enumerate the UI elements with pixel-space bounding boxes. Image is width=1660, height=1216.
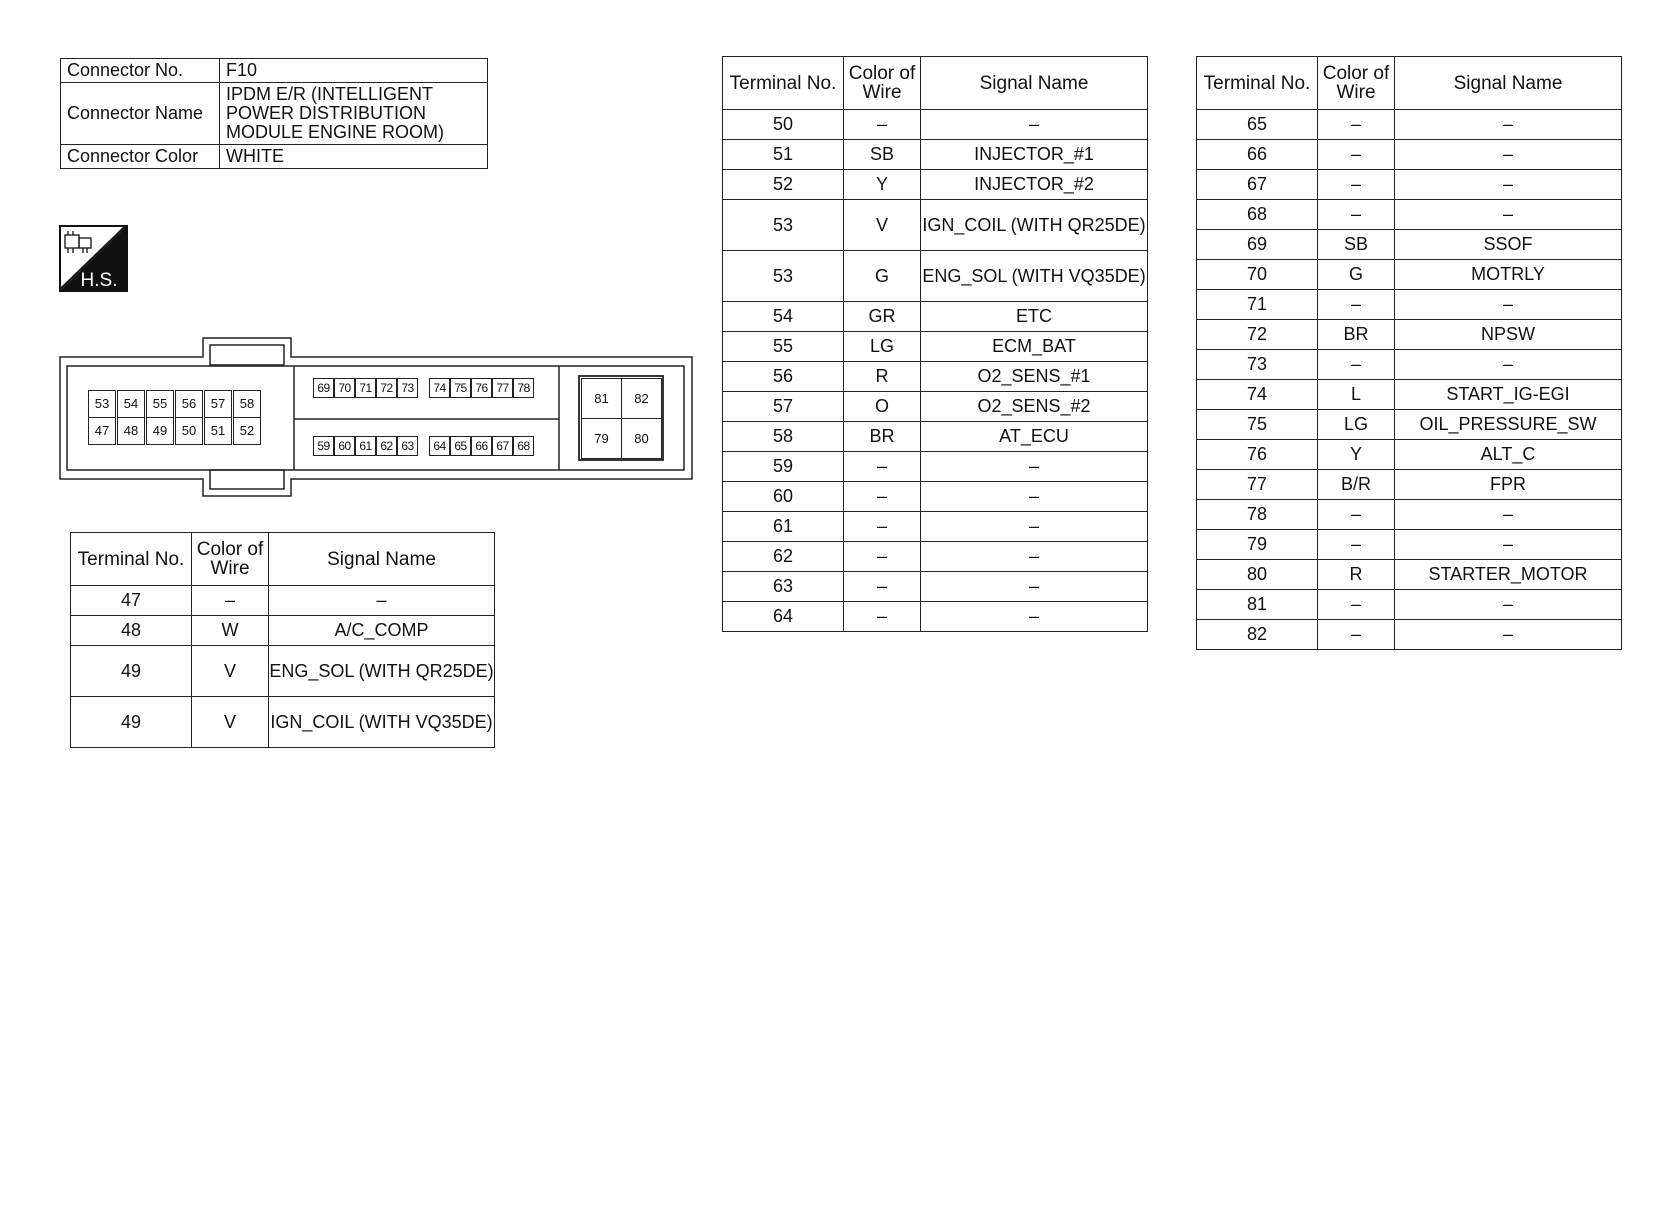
wire-color-cell: – xyxy=(1318,140,1395,170)
table-row xyxy=(1197,230,1622,260)
signal-name-cell: – xyxy=(1395,140,1622,170)
connector-no-label: Connector No. xyxy=(61,59,220,83)
pin-48 xyxy=(117,417,145,445)
pin-label: 52 xyxy=(239,423,255,438)
pin-69 xyxy=(313,378,334,398)
signal-name-cell: O2_SENS_#1 xyxy=(921,362,1148,392)
pin-63 xyxy=(397,436,418,456)
terminal-cell: 54 xyxy=(723,302,844,332)
pin-label: 82 xyxy=(634,391,649,406)
wire-color-cell: V xyxy=(192,646,269,697)
wire-color-cell: B/R xyxy=(1318,470,1395,500)
pin-49 xyxy=(146,417,174,445)
pin-label: 60 xyxy=(338,439,351,453)
pin-label: 80 xyxy=(634,431,649,446)
pin-58 xyxy=(233,390,261,418)
signal-name-cell: SSOF xyxy=(1395,230,1622,260)
terminal-cell: 58 xyxy=(723,422,844,452)
table-row xyxy=(1197,440,1622,470)
terminal-cell: 48 xyxy=(71,616,192,646)
wire-color-cell: – xyxy=(192,586,269,616)
table-row xyxy=(1197,320,1622,350)
table-row xyxy=(1197,290,1622,320)
pin-61 xyxy=(355,436,376,456)
terminal-cell: 72 xyxy=(1197,320,1318,350)
signal-name-cell: – xyxy=(1395,530,1622,560)
terminal-cell: 63 xyxy=(723,572,844,602)
wire-color-cell: – xyxy=(1318,590,1395,620)
pin-label: 47 xyxy=(94,423,110,438)
pin-77 xyxy=(492,378,513,398)
wire-color-cell: – xyxy=(844,542,921,572)
pin-label: 53 xyxy=(94,396,110,411)
wire-color-cell: – xyxy=(844,512,921,542)
wire-color-cell: – xyxy=(1318,170,1395,200)
terminal-table-right xyxy=(1196,56,1622,650)
pin-label: 66 xyxy=(475,439,488,453)
wire-color-cell: – xyxy=(844,482,921,512)
terminal-cell: 71 xyxy=(1197,290,1318,320)
pin-label: 67 xyxy=(496,439,509,453)
connector-color-label: Connector Color xyxy=(61,145,220,169)
table-row xyxy=(1197,350,1622,380)
signal-name-cell: AT_ECU xyxy=(921,422,1148,452)
signal-name-cell: – xyxy=(1395,590,1622,620)
pin-76 xyxy=(471,378,492,398)
hs-label: H.S. xyxy=(80,270,118,291)
wire-color-cell: G xyxy=(1318,260,1395,290)
header-color: Color of Wire xyxy=(844,57,921,110)
pin-79 xyxy=(581,418,622,459)
header-color: Color of Wire xyxy=(1318,57,1395,110)
wire-color-cell: BR xyxy=(844,422,921,452)
table-row xyxy=(71,646,495,697)
terminal-cell: 81 xyxy=(1197,590,1318,620)
table-row xyxy=(1197,500,1622,530)
connector-name-row xyxy=(61,83,488,145)
pin-label: 68 xyxy=(517,439,530,453)
pin-label: 75 xyxy=(454,381,467,395)
wire-color-cell: – xyxy=(844,110,921,140)
pin-67 xyxy=(492,436,513,456)
wire-color-cell: R xyxy=(1318,560,1395,590)
signal-name-cell: INJECTOR_#2 xyxy=(921,170,1148,200)
table-row xyxy=(723,140,1148,170)
terminal-cell: 61 xyxy=(723,512,844,542)
terminal-cell: 64 xyxy=(723,602,844,632)
pin-label: 62 xyxy=(380,439,393,453)
wire-color-cell: L xyxy=(1318,380,1395,410)
signal-name-cell: IGN_COIL (WITH QR25DE) xyxy=(921,200,1148,251)
wire-color-cell: – xyxy=(1318,530,1395,560)
connector-color-row xyxy=(61,145,488,169)
wire-color-cell: G xyxy=(844,251,921,302)
pin-label: 59 xyxy=(317,439,330,453)
table-row xyxy=(71,697,495,748)
table-row xyxy=(1197,470,1622,500)
signal-name-cell: – xyxy=(921,452,1148,482)
pin-66 xyxy=(471,436,492,456)
wire-color-cell: SB xyxy=(844,140,921,170)
connector-no-row xyxy=(61,59,488,83)
terminal-cell: 59 xyxy=(723,452,844,482)
terminal-cell: 77 xyxy=(1197,470,1318,500)
table-row xyxy=(723,392,1148,422)
wire-color-cell: R xyxy=(844,362,921,392)
terminal-cell: 69 xyxy=(1197,230,1318,260)
signal-name-cell: START_IG-EGI xyxy=(1395,380,1622,410)
header-color: Color of Wire xyxy=(192,533,269,586)
pin-53 xyxy=(88,390,116,418)
pin-label: 81 xyxy=(594,391,609,406)
terminal-cell: 52 xyxy=(723,170,844,200)
terminal-cell: 51 xyxy=(723,140,844,170)
table-row xyxy=(1197,200,1622,230)
signal-name-cell: – xyxy=(921,110,1148,140)
table-row xyxy=(1197,620,1622,650)
pin-label: 55 xyxy=(152,396,168,411)
terminal-cell: 60 xyxy=(723,482,844,512)
header-signal: Signal Name xyxy=(1395,57,1622,110)
pin-label: 71 xyxy=(359,381,372,395)
terminal-table-middle xyxy=(722,56,1148,632)
pin-51 xyxy=(204,417,232,445)
table-row xyxy=(723,512,1148,542)
connector-color-value: WHITE xyxy=(220,145,488,169)
wire-color-cell: – xyxy=(1318,110,1395,140)
connector-name-label: Connector Name xyxy=(61,83,220,145)
table-header-row xyxy=(71,533,495,586)
signal-name-cell: ENG_SOL (WITH QR25DE) xyxy=(269,646,495,697)
pin-73 xyxy=(397,378,418,398)
pin-label: 64 xyxy=(433,439,446,453)
table-row xyxy=(1197,410,1622,440)
terminal-cell: 49 xyxy=(71,646,192,697)
terminal-cell: 76 xyxy=(1197,440,1318,470)
signal-name-cell: ENG_SOL (WITH VQ35DE) xyxy=(921,251,1148,302)
header-signal: Signal Name xyxy=(921,57,1148,110)
wire-color-cell: BR xyxy=(1318,320,1395,350)
header-terminal: Terminal No. xyxy=(1197,57,1318,110)
signal-name-cell: STARTER_MOTOR xyxy=(1395,560,1622,590)
wire-color-cell: V xyxy=(192,697,269,748)
header-terminal: Terminal No. xyxy=(723,57,844,110)
terminal-cell: 74 xyxy=(1197,380,1318,410)
signal-name-cell: – xyxy=(921,572,1148,602)
terminal-cell: 65 xyxy=(1197,110,1318,140)
terminal-cell: 78 xyxy=(1197,500,1318,530)
terminal-cell: 67 xyxy=(1197,170,1318,200)
pin-label: 56 xyxy=(181,396,197,411)
table-row xyxy=(1197,530,1622,560)
terminal-cell: 73 xyxy=(1197,350,1318,380)
pin-75 xyxy=(450,378,471,398)
pin-label: 63 xyxy=(401,439,414,453)
pin-81 xyxy=(581,378,622,419)
terminal-cell: 75 xyxy=(1197,410,1318,440)
pin-label: 78 xyxy=(517,381,530,395)
pin-65 xyxy=(450,436,471,456)
pin-label: 73 xyxy=(401,381,414,395)
wire-color-cell: GR xyxy=(844,302,921,332)
table-row xyxy=(723,422,1148,452)
pin-label: 70 xyxy=(338,381,351,395)
table-row xyxy=(1197,380,1622,410)
terminal-cell: 82 xyxy=(1197,620,1318,650)
pin-label: 49 xyxy=(152,423,168,438)
table-row xyxy=(723,200,1148,251)
terminal-cell: 53 xyxy=(723,251,844,302)
terminal-cell: 50 xyxy=(723,110,844,140)
table-row xyxy=(723,482,1148,512)
terminal-cell: 79 xyxy=(1197,530,1318,560)
connector-name-value: IPDM E/R (INTELLIGENT POWER DISTRIBUTION MODULE ENGINE ROOM) xyxy=(220,83,488,145)
wire-color-cell: Y xyxy=(1318,440,1395,470)
table-row xyxy=(71,616,495,646)
table-row xyxy=(1197,110,1622,140)
table-row xyxy=(723,542,1148,572)
wire-color-cell: SB xyxy=(1318,230,1395,260)
signal-name-cell: – xyxy=(921,542,1148,572)
wire-color-cell: – xyxy=(844,452,921,482)
pin-label: 54 xyxy=(123,396,139,411)
table-row xyxy=(1197,590,1622,620)
pin-label: 51 xyxy=(210,423,226,438)
signal-name-cell: INJECTOR_#1 xyxy=(921,140,1148,170)
wire-color-cell: V xyxy=(844,200,921,251)
pin-label: 77 xyxy=(496,381,509,395)
pin-label: 61 xyxy=(359,439,372,453)
wire-color-cell: LG xyxy=(844,332,921,362)
pin-label: 76 xyxy=(475,381,488,395)
pin-47 xyxy=(88,417,116,445)
signal-name-cell: A/C_COMP xyxy=(269,616,495,646)
signal-name-cell: – xyxy=(1395,290,1622,320)
pin-label: 74 xyxy=(433,381,446,395)
terminal-cell: 80 xyxy=(1197,560,1318,590)
signal-name-cell: – xyxy=(1395,110,1622,140)
signal-name-cell: MOTRLY xyxy=(1395,260,1622,290)
table-row xyxy=(723,452,1148,482)
signal-name-cell: – xyxy=(1395,200,1622,230)
terminal-cell: 49 xyxy=(71,697,192,748)
terminal-cell: 56 xyxy=(723,362,844,392)
pin-70 xyxy=(334,378,355,398)
pin-54 xyxy=(117,390,145,418)
wire-color-cell: – xyxy=(1318,620,1395,650)
table-row xyxy=(1197,560,1622,590)
signal-name-cell: – xyxy=(1395,500,1622,530)
signal-name-cell: ALT_C xyxy=(1395,440,1622,470)
table-row xyxy=(723,602,1148,632)
pin-label: 57 xyxy=(210,396,226,411)
terminal-cell: 47 xyxy=(71,586,192,616)
table-row xyxy=(1197,260,1622,290)
pin-label: 72 xyxy=(380,381,393,395)
signal-name-cell: – xyxy=(921,482,1148,512)
pin-55 xyxy=(146,390,174,418)
table-row xyxy=(71,586,495,616)
connector-face xyxy=(59,336,693,498)
wire-color-cell: W xyxy=(192,616,269,646)
signal-name-cell: NPSW xyxy=(1395,320,1622,350)
pin-52 xyxy=(233,417,261,445)
terminal-cell: 57 xyxy=(723,392,844,422)
table-row xyxy=(1197,140,1622,170)
signal-name-cell: – xyxy=(1395,350,1622,380)
table-row xyxy=(723,251,1148,302)
signal-name-cell: – xyxy=(921,602,1148,632)
pin-78 xyxy=(513,378,534,398)
connector-info-table xyxy=(60,58,488,169)
connector-no-value: F10 xyxy=(220,59,488,83)
wire-color-cell: Y xyxy=(844,170,921,200)
pin-label: 58 xyxy=(239,396,255,411)
pin-74 xyxy=(429,378,450,398)
signal-name-cell: – xyxy=(921,512,1148,542)
signal-name-cell: O2_SENS_#2 xyxy=(921,392,1148,422)
pin-50 xyxy=(175,417,203,445)
table-header-row xyxy=(723,57,1148,110)
pin-label: 65 xyxy=(454,439,467,453)
terminal-cell: 53 xyxy=(723,200,844,251)
table-row xyxy=(723,170,1148,200)
wire-color-cell: O xyxy=(844,392,921,422)
pin-82 xyxy=(621,378,662,419)
wire-color-cell: LG xyxy=(1318,410,1395,440)
terminal-table-left xyxy=(70,532,495,748)
terminal-cell: 66 xyxy=(1197,140,1318,170)
table-header-row xyxy=(1197,57,1622,110)
signal-name-cell: – xyxy=(269,586,495,616)
harness-side-icon xyxy=(59,225,128,292)
pin-72 xyxy=(376,378,397,398)
wire-color-cell: – xyxy=(844,602,921,632)
header-signal: Signal Name xyxy=(269,533,495,586)
wire-color-cell: – xyxy=(1318,290,1395,320)
pin-62 xyxy=(376,436,397,456)
pin-60 xyxy=(334,436,355,456)
table-row xyxy=(723,572,1148,602)
pin-label: 50 xyxy=(181,423,197,438)
table-row xyxy=(723,332,1148,362)
pin-64 xyxy=(429,436,450,456)
pin-59 xyxy=(313,436,334,456)
terminal-cell: 62 xyxy=(723,542,844,572)
signal-name-cell: ETC xyxy=(921,302,1148,332)
signal-name-cell: IGN_COIL (WITH VQ35DE) xyxy=(269,697,495,748)
table-row xyxy=(1197,170,1622,200)
signal-name-cell: – xyxy=(1395,170,1622,200)
signal-name-cell: FPR xyxy=(1395,470,1622,500)
pin-68 xyxy=(513,436,534,456)
table-row xyxy=(723,362,1148,392)
wire-color-cell: – xyxy=(1318,500,1395,530)
terminal-cell: 70 xyxy=(1197,260,1318,290)
signal-name-cell: OIL_PRESSURE_SW xyxy=(1395,410,1622,440)
wire-color-cell: – xyxy=(844,572,921,602)
terminal-cell: 55 xyxy=(723,332,844,362)
pin-57 xyxy=(204,390,232,418)
pin-56 xyxy=(175,390,203,418)
pin-71 xyxy=(355,378,376,398)
table-row xyxy=(723,110,1148,140)
wire-color-cell: – xyxy=(1318,200,1395,230)
wire-color-cell: – xyxy=(1318,350,1395,380)
pin-label: 48 xyxy=(123,423,139,438)
signal-name-cell: – xyxy=(1395,620,1622,650)
table-row xyxy=(723,302,1148,332)
header-terminal: Terminal No. xyxy=(71,533,192,586)
pin-80 xyxy=(621,418,662,459)
pin-label: 79 xyxy=(594,431,609,446)
signal-name-cell: ECM_BAT xyxy=(921,332,1148,362)
terminal-cell: 68 xyxy=(1197,200,1318,230)
pin-label: 69 xyxy=(317,381,330,395)
